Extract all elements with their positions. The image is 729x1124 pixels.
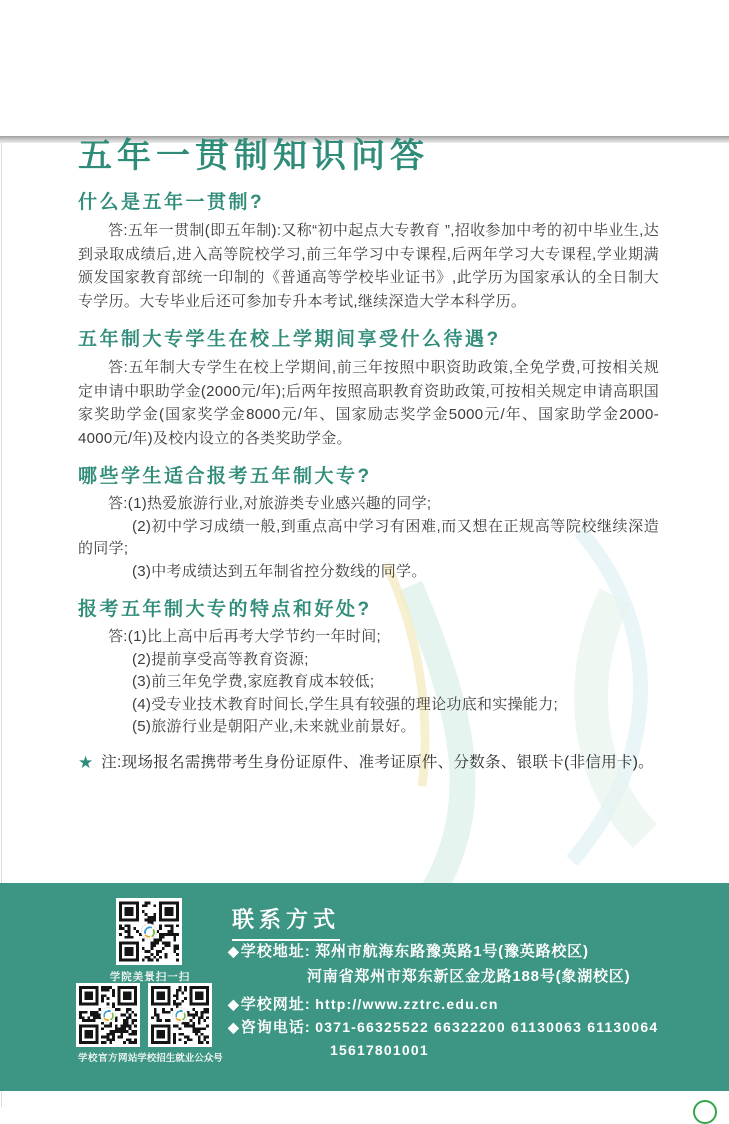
- qr-caption: 学校官方网站: [77, 1054, 138, 1064]
- campus-address-row: [228, 939, 630, 989]
- website-row: [228, 993, 499, 1016]
- section-heading: 哪些学生适合报考五年制大专?: [78, 466, 372, 487]
- answer-item: (4)受专业技术教育时间长,学生具有较强的理论功底和实操能力;: [132, 695, 558, 713]
- document-page: [0, 136, 729, 1107]
- contact-footer: [0, 883, 729, 1091]
- website-label: 学校网址:: [240, 996, 311, 1013]
- answer-paragraph: 答:五年一贯制(即五年制):又称“初中起点大专教育 ”,招收参加中考的初中毕业生,达到录取成绩后,进入高等院校学习,前三年学习中专课程,后两年学习大专课程,学业期满颁发国家教育部统一印制的《普通高等学校毕业证书》,此学历为国家承认的全日制大专学历。大专毕业后还可参加专升本考试,继续深造大学本科学历。: [78, 222, 659, 310]
- qr-code-image: [151, 986, 209, 1044]
- website-url: http://www.zztrc.edu.cn: [315, 996, 499, 1012]
- qr-code-image: [119, 901, 179, 962]
- answer-item: (2)初中学习成绩一般,到重点高中学习有困难,而又想在正规高等院校继续深造的同学;: [78, 517, 659, 557]
- qr-caption: 学校招生就业公众号: [137, 1054, 223, 1064]
- phone-label: 咨询电话:: [240, 1019, 311, 1036]
- section-heading: 什么是五年一贯制?: [78, 192, 265, 213]
- answer-list: [78, 626, 659, 739]
- article-body: [0, 136, 729, 774]
- diamond-icon: ◆: [228, 943, 239, 959]
- answer-paragraph: 答:五年制大专学生在校上学期间,前三年按照中职资助政策,全免学费,可按相关规定申请中职助学金(2000元/年);后两年按照高职教育资助政策,可按相关规定申请高职国家奖助学金(国家奖学金8000元/年、国家励志奖学金5000元/年、国家助学金2000-4000元/年)及校内设立的各类奖助学金。: [78, 359, 659, 447]
- registration-note: [78, 752, 659, 774]
- answer-item: 答:(1)热爱旅游行业,对旅游类专业感兴趣的同学;: [108, 495, 432, 512]
- address-label: 学校地址:: [240, 943, 311, 960]
- bottom-partial-logo: [693, 1100, 717, 1124]
- answer-item: 答:(1)比上高中后再考大学节约一年时间;: [108, 628, 381, 645]
- qr-code-official-website: [76, 983, 140, 1047]
- section-heading: 五年制大专学生在校上学期间享受什么待遇?: [78, 329, 501, 350]
- phone-numbers-line2: 15617801001: [330, 1042, 429, 1058]
- note-text: 注:现场报名需携带考生身份证原件、准考证原件、分数条、银联卡(非信用卡)。: [101, 753, 654, 771]
- qr-code-admissions-wechat: [148, 983, 212, 1047]
- section-heading: 报考五年制大专的特点和好处?: [78, 599, 372, 620]
- answer-item: (2)提前享受高等教育资源;: [132, 650, 309, 668]
- qr-caption: 学院美景扫一扫: [109, 972, 191, 983]
- answer-item: (3)前三年免学费,家庭教育成本较低;: [132, 673, 375, 690]
- qa-section-what-is: [78, 182, 659, 313]
- answer-list: [78, 493, 659, 583]
- qr-code-campus-scenery: [116, 898, 182, 965]
- qa-section-advantages: [78, 589, 659, 739]
- address-line1: 郑州市航海东路豫英路1号(豫英路校区): [315, 943, 589, 960]
- phone-numbers-line1: 0371-66325522 66322200 61130063 61130064: [315, 1019, 659, 1035]
- answer-item: (5)旅游行业是朝阳产业,未来就业前景好。: [132, 718, 416, 735]
- address-line2: 河南省郑州市郑东新区金龙路188号(象湖校区): [307, 968, 631, 985]
- qa-section-benefits-in-school: [78, 319, 659, 450]
- diamond-icon: ◆: [228, 996, 239, 1012]
- phone-row: [228, 1016, 658, 1062]
- answer-item: (3)中考成绩达到五年制省控分数线的同学。: [132, 562, 427, 580]
- page-title: 五年一贯制知识问答: [78, 137, 429, 175]
- qa-section-suitable-students: [78, 456, 659, 583]
- contact-title: 联系方式: [232, 903, 340, 941]
- qr-code-image: [79, 986, 137, 1044]
- diamond-icon: ◆: [228, 1019, 239, 1035]
- star-icon: ★: [78, 752, 94, 772]
